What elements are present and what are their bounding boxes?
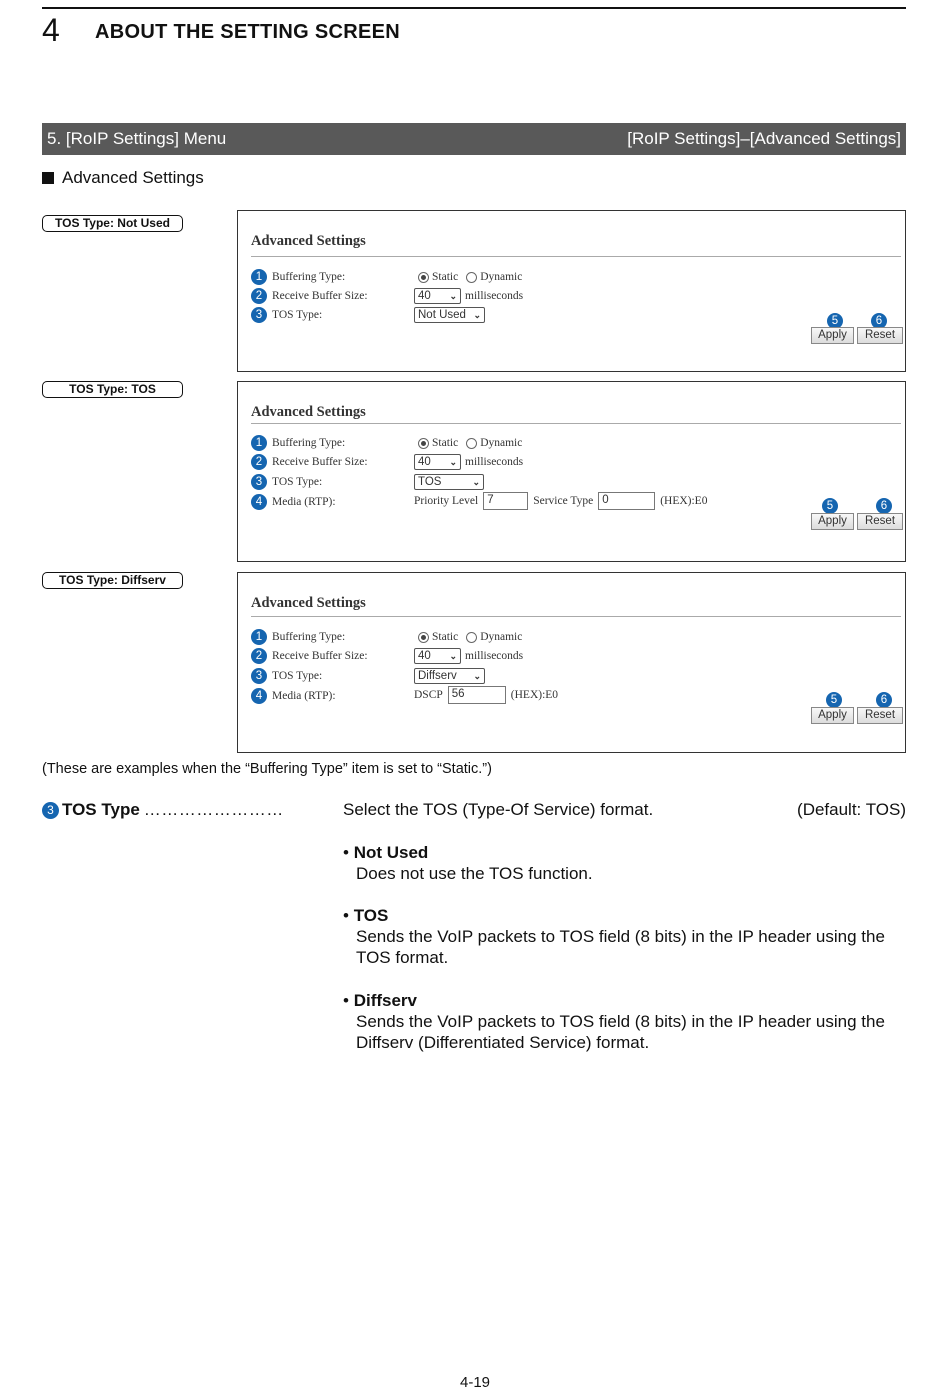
square-bullet-icon [42,172,54,184]
reset-button[interactable]: Reset [857,707,903,724]
number-1-icon: 1 [251,269,267,285]
number-1-icon: 1 [251,435,267,451]
examples-note: (These are examples when the “Buffering Type” item is set to “Static.”) [42,761,492,777]
buffering-type-radios [418,434,530,452]
option-body: Does not use the TOS function. [356,864,593,883]
apply-button[interactable]: Apply [811,327,854,344]
tos-type-value: TOS [418,476,442,488]
tos-type-select[interactable] [414,668,485,684]
number-2-icon: 2 [251,288,267,304]
receive-buffer-size-label: Receive Buffer Size: [272,456,368,468]
service-type-input[interactable]: 0 [598,492,655,510]
tos-type-label: TOS Type: [272,670,323,682]
number-1-icon: 1 [251,629,267,645]
hex-suffix: (HEX):E0 [660,495,708,507]
radio-dynamic[interactable] [466,632,477,643]
number-5-icon: 5 [826,692,842,708]
number-4-icon: 4 [251,688,267,704]
receive-buffer-size-label: Receive Buffer Size: [272,290,368,302]
number-3-icon: 3 [251,307,267,323]
radio-static-label: Static [432,271,459,283]
apply-button[interactable]: Apply [811,707,854,724]
row-tos-type [251,473,322,491]
row-buffering-type [251,268,345,286]
row-tos-type [251,667,322,685]
chapter-rule [42,7,906,9]
panel-tag-not-used: TOS Type: Not Used [42,215,183,232]
section-heading [42,168,204,188]
panel-divider [251,423,901,424]
buffering-type-radios [418,268,530,286]
option-diffserv: • Diffserv Sends the VoIP packets to TOS field (8 bits) in the IP header using the Diffserv (Differentiated Service) format. [343,990,891,1053]
chevron-down-icon: ⌄ [449,650,457,661]
number-6-icon: 6 [876,498,892,514]
tos-type-label: TOS Type: [272,476,323,488]
row-receive-buffer-size [251,647,368,665]
menu-bar-title: 5. [RoIP Settings] Menu [47,129,227,148]
panel-title: Advanced Settings [251,595,366,611]
receive-buffer-unit: milliseconds [465,456,524,468]
description-default: (Default: TOS) [797,800,906,819]
chapter-title: ABOUT THE SETTING SCREEN [95,21,400,43]
radio-static-label: Static [432,437,459,449]
receive-buffer-control [414,453,523,471]
row-media-rtp [251,493,336,511]
buffering-type-label: Buffering Type: [272,271,346,283]
tos-type-value: Not Used [418,309,466,321]
radio-static-label: Static [432,631,459,643]
number-5-icon: 5 [827,313,843,329]
chevron-down-icon: ⌄ [449,456,457,467]
media-rtp-label: Media (RTP): [272,496,336,508]
row-receive-buffer-size [251,453,368,471]
tos-type-select[interactable] [414,307,485,323]
buffering-type-radios [418,628,530,646]
receive-buffer-select[interactable] [414,454,461,470]
menu-bar [42,123,906,155]
radio-static[interactable] [418,632,429,643]
radio-dynamic-label: Dynamic [480,437,523,449]
description-text: Select the TOS (Type-Of Service) format. [343,800,654,819]
number-2-icon: 2 [251,648,267,664]
dscp-label: DSCP [414,689,443,701]
buffering-type-label: Buffering Type: [272,437,346,449]
option-title: TOS [353,906,389,925]
radio-dynamic[interactable] [466,438,477,449]
number-6-icon: 6 [871,313,887,329]
apply-button[interactable]: Apply [811,513,854,530]
page-number: 4-19 [459,1374,491,1391]
receive-buffer-size-label: Receive Buffer Size: [272,650,368,662]
menu-bar-path: [RoIP Settings]–[Advanced Settings] [627,129,901,148]
chevron-down-icon: ⌄ [472,476,480,487]
number-3-icon: 3 [251,474,267,490]
panel-divider [251,616,901,617]
chapter-number: 4 [42,12,60,48]
option-not-used: • Not Used Does not use the TOS function. [343,842,888,884]
receive-buffer-unit: milliseconds [465,650,524,662]
number-3-icon: 3 [42,802,59,819]
tos-type-value: Diffserv [418,670,457,682]
media-rtp-label: Media (RTP): [272,690,336,702]
reset-button[interactable]: Reset [857,513,903,530]
radio-dynamic-label: Dynamic [480,271,523,283]
option-title: Diffserv [353,991,417,1010]
number-6-icon: 6 [876,692,892,708]
radio-static[interactable] [418,438,429,449]
receive-buffer-unit: milliseconds [465,290,524,302]
service-type-label: Service Type [533,495,594,507]
row-buffering-type [251,434,345,452]
number-4-icon: 4 [251,494,267,510]
number-3-icon: 3 [251,668,267,684]
tos-type-select[interactable] [414,474,484,490]
receive-buffer-value: 40 [418,290,431,302]
panel-tag-tos: TOS Type: TOS [42,381,183,398]
chevron-down-icon: ⌄ [473,309,481,320]
advanced-settings-panel-tos [237,381,906,562]
option-tos: • TOS Sends the VoIP packets to TOS field (8 bits) in the IP header using the TOS format. [343,905,891,968]
radio-dynamic-label: Dynamic [480,631,523,643]
radio-static[interactable] [418,272,429,283]
receive-buffer-control [414,647,523,665]
chevron-down-icon: ⌄ [449,290,457,301]
option-body: Sends the VoIP packets to TOS field (8 bits) in the IP header using the TOS format. [356,927,885,967]
row-media-rtp [251,687,336,705]
number-5-icon: 5 [822,498,838,514]
receive-buffer-control [414,287,523,305]
tos-type-control [414,667,489,685]
term-label: TOS Type [62,800,140,819]
receive-buffer-value: 40 [418,456,431,468]
media-rtp-control [414,492,707,510]
priority-level-label: Priority Level [414,495,479,507]
term-leader-dots: …………………… [143,800,284,819]
panel-title: Advanced Settings [251,404,366,420]
receive-buffer-value: 40 [418,650,431,662]
tos-type-control [414,473,488,491]
tos-type-control [414,306,489,324]
chevron-down-icon: ⌄ [473,670,481,681]
row-tos-type [251,306,322,324]
description-term [42,800,284,820]
option-body: Sends the VoIP packets to TOS field (8 bits) in the IP header using the Diffserv (Differentiated Service) format. [356,1012,885,1052]
option-title: Not Used [353,843,429,862]
receive-buffer-select[interactable] [414,648,461,664]
advanced-settings-panel-diffserv [237,572,906,753]
hex-suffix: (HEX):E0 [510,689,559,701]
row-receive-buffer-size [251,287,368,305]
number-2-icon: 2 [251,454,267,470]
buffering-type-label: Buffering Type: [272,631,346,643]
section-title: Advanced Settings [62,168,204,187]
reset-button[interactable]: Reset [857,327,903,344]
panel-title: Advanced Settings [251,233,366,249]
row-buffering-type [251,628,345,646]
advanced-settings-panel-not-used [237,210,906,372]
priority-level-input[interactable]: 7 [483,492,528,510]
receive-buffer-select[interactable] [414,288,461,304]
dscp-input[interactable]: 56 [448,686,506,704]
panel-divider [251,256,901,257]
panel-tag-diffserv: TOS Type: Diffserv [42,572,183,589]
media-rtp-control [414,686,558,704]
radio-dynamic[interactable] [466,272,477,283]
tos-type-label: TOS Type: [272,309,323,321]
